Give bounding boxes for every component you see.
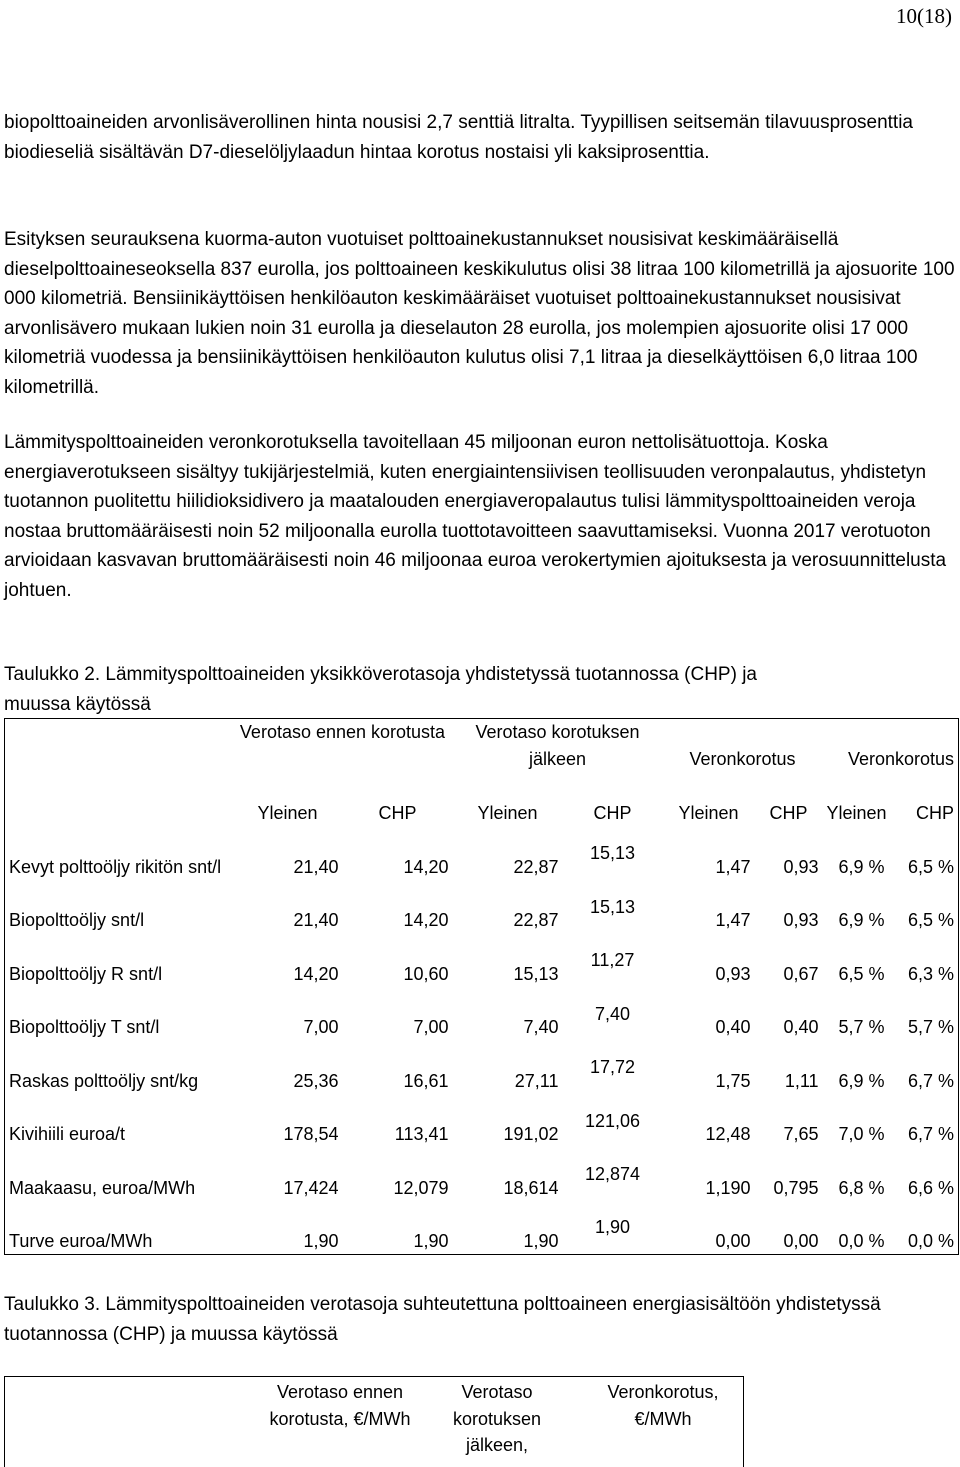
table3-header: Verotaso ennen korotusta, €/MWh [269, 1382, 411, 1429]
table-cell: 1,75 [715, 1070, 751, 1091]
table3-header: Verotaso korotuksen jälkeen, [452, 1382, 542, 1455]
table-cell: 113,41 [394, 1124, 449, 1144]
row-label: Kivihiili euroa/t [9, 1124, 126, 1144]
table-row [5, 934, 959, 988]
table2-group-header: Verotaso ennen korotusta [239, 722, 446, 742]
table-cell: 6,3 % [908, 963, 955, 984]
table2-group-header: Verotaso korotuksen jälkeen [475, 722, 640, 769]
table-cell: 0,0 % [908, 1230, 955, 1251]
page-number: 10(18) [896, 4, 952, 28]
table2-sub-header: CHP [593, 803, 632, 823]
table-cell: 6,6 % [908, 1177, 955, 1198]
table2-group-header: Veronkorotus [847, 749, 955, 769]
table-cell: 1,47 [715, 856, 751, 877]
table-cell: 1,190 [705, 1177, 751, 1198]
table3-header: Veronkorotus, €/MWh [607, 1382, 719, 1429]
row-label: Raskas polttoöljy snt/kg [9, 1070, 199, 1091]
row-label: Biopolttoöljy R snt/l [9, 963, 163, 984]
table-cell: 1,47 [715, 910, 751, 930]
table-cell: 12,079 [393, 1177, 449, 1198]
table-cell: 17,424 [283, 1177, 339, 1198]
table2-corner [5, 773, 233, 827]
table2-group-header: Veronkorotus [689, 749, 796, 769]
table-cell: 17,72 [589, 1057, 636, 1077]
table-cell: 0,795 [773, 1177, 819, 1198]
table-cell: 22,87 [513, 856, 559, 877]
table-cell: 0,93 [783, 910, 819, 930]
table-cell: 6,5 % [908, 856, 955, 877]
row-label: Maakaasu, euroa/MWh [9, 1177, 196, 1198]
table-cell: 0,00 [783, 1230, 819, 1251]
table-cell: 1,90 [303, 1230, 339, 1251]
table-cell: 15,13 [513, 963, 559, 984]
table-cell: 12,48 [705, 1124, 751, 1144]
table-cell: 21,40 [293, 856, 339, 877]
table2-sub-header: Yleinen [826, 803, 887, 823]
table-cell: 14,20 [293, 963, 339, 984]
table-cell: 7,40 [523, 1017, 559, 1037]
table-cell: 6,7 % [908, 1124, 955, 1144]
table-row [5, 880, 959, 934]
table-cell: 1,90 [523, 1230, 559, 1251]
table-cell: 6,9 % [838, 910, 885, 930]
table-cell: 16,61 [403, 1070, 449, 1091]
paragraph-3: Lämmityspolttoaineiden veronkorotuksella tavoitellaan 45 miljoonan euron nettolisätuottoja. Koska energiaverotukseen sisältyy tukijärjestelmiä, kuten energiaintensiivisen teollisuuden veronpalautus, yhdistetyn tuotannon puolitettu hiilidioksidivero ja maatalouden energiaveropalautus tulisi lämmityspolttoaineiden veroja nostaa bruttomääräisesti noin 52 miljoonalla eurolla tuottotavoitteen saavuttamiseksi. Vuonna 2017 verotuoton arvioidaan kasvavan bruttomääräisesti noin 46 miljoonaa euroa verokertymien ajoituksesta ja verosuunnittelusta johtuen. [4, 432, 947, 601]
table3-caption: Taulukko 3. Lämmityspolttoaineiden verotasoja suhteutettuna polttoaineen energiasisältöön yhdistetyssä tuotannossa (CHP) ja muussa käytössä [4, 1294, 881, 1345]
row-label: Biopolttoöljy snt/l [9, 910, 145, 930]
table-cell: 21,40 [293, 910, 339, 930]
paragraph-2: Esityksen seurauksena kuorma-auton vuotuiset polttoainekustannukset nousisivat keskimääräisellä dieselpolttoaineseoksella 837 eurolla, jos polttoaineen keskikulutus olisi 38 litraa 100 kilometrillä ja ajosuorite 100 000 kilometriä. Bensiinikäyttöisen henkilöauton keskimääräiset vuotuiset polttoainekustannukset nousisivat arvonlisävero mukaan lukien noin 31 eurolla ja dieselauton 28 eurolla, jos molempien ajosuorite olisi 17 000 kilometriä vuodessa ja bensiinikäyttöisen henkilöauton kulutus olisi 7,1 litraa ja dieselkäyttöisen 6,0 litraa 100 kilometrillä. [4, 229, 955, 398]
table-cell: 7,00 [303, 1017, 339, 1037]
table2 [4, 718, 959, 1255]
table2-corner [5, 719, 233, 773]
table2-sub-header: CHP [916, 803, 955, 823]
table2-caption: Taulukko 2. Lämmityspolttoaineiden yksikköverotasoja yhdistetyssä tuotannossa (CHP) ja muussa käytössä [4, 664, 757, 715]
table-cell: 0,93 [783, 856, 819, 877]
table3 [4, 1376, 744, 1467]
table-cell: 7,00 [413, 1017, 449, 1037]
table-cell: 191,02 [503, 1124, 559, 1144]
table-cell: 12,874 [584, 1164, 641, 1184]
table-cell: 27,11 [514, 1070, 559, 1091]
table-cell: 6,8 % [838, 1177, 885, 1198]
table-row [5, 987, 959, 1041]
table-cell: 15,13 [589, 843, 636, 863]
table2-sub-header: CHP [378, 803, 417, 823]
table2-sub-header: CHP [769, 803, 808, 823]
table-cell: 7,0 % [838, 1124, 885, 1144]
table2-body [5, 827, 959, 1255]
row-label: Biopolttoöljy T snt/l [9, 1017, 160, 1037]
table-cell: 121,06 [584, 1110, 641, 1131]
table-cell: 25,36 [293, 1070, 339, 1091]
table-cell: 7,40 [594, 1003, 631, 1024]
table-cell: 0,00 [715, 1230, 751, 1251]
row-label: Kevyt polttoöljy rikitön snt/l [9, 856, 222, 877]
paragraph-1: biopolttoaineiden arvonlisäverollinen hinta nousisi 2,7 senttiä litralta. Tyypillisen seitsemän tilavuusprosenttia biodieseliä sisältävän D7-dieselöljylaadun hintaa korotus nostaisi yli kaksiprosenttia. [4, 112, 914, 163]
table-cell: 0,67 [783, 963, 819, 984]
table-row [5, 827, 959, 881]
table-cell: 22,87 [513, 910, 559, 930]
table-cell: 1,90 [594, 1217, 631, 1238]
table-cell: 14,20 [403, 910, 449, 930]
table-cell: 18,614 [503, 1177, 559, 1198]
table-cell: 7,65 [783, 1124, 819, 1144]
table-cell: 6,9 % [838, 856, 885, 877]
table-cell: 1,11 [784, 1070, 819, 1091]
table-cell: 0,93 [715, 963, 751, 984]
table-cell: 6,7 % [908, 1070, 955, 1091]
table-cell: 1,90 [413, 1230, 449, 1251]
table-cell: 10,60 [403, 963, 449, 984]
table-cell: 0,40 [715, 1017, 751, 1037]
table-row [5, 1094, 959, 1148]
table-cell: 11,27 [590, 950, 635, 970]
table-cell: 6,9 % [838, 1070, 885, 1091]
table-row [5, 1041, 959, 1095]
table-row [5, 1148, 959, 1202]
row-label: Turve euroa/MWh [9, 1230, 153, 1251]
table-row [5, 1201, 959, 1255]
table-cell: 0,40 [783, 1017, 819, 1037]
table-cell: 178,54 [283, 1124, 339, 1144]
table-cell: 5,7 % [838, 1017, 885, 1037]
table-cell: 6,5 % [838, 963, 885, 984]
table-cell: 5,7 % [908, 1017, 955, 1037]
table2-sub-header: Yleinen [257, 803, 318, 823]
table-cell: 15,13 [589, 896, 636, 917]
table-cell: 0,0 % [838, 1230, 885, 1251]
table2-sub-header: Yleinen [477, 803, 538, 823]
table-cell: 14,20 [403, 856, 449, 877]
table-cell: 6,5 % [908, 910, 955, 930]
table2-sub-header: Yleinen [678, 803, 739, 823]
